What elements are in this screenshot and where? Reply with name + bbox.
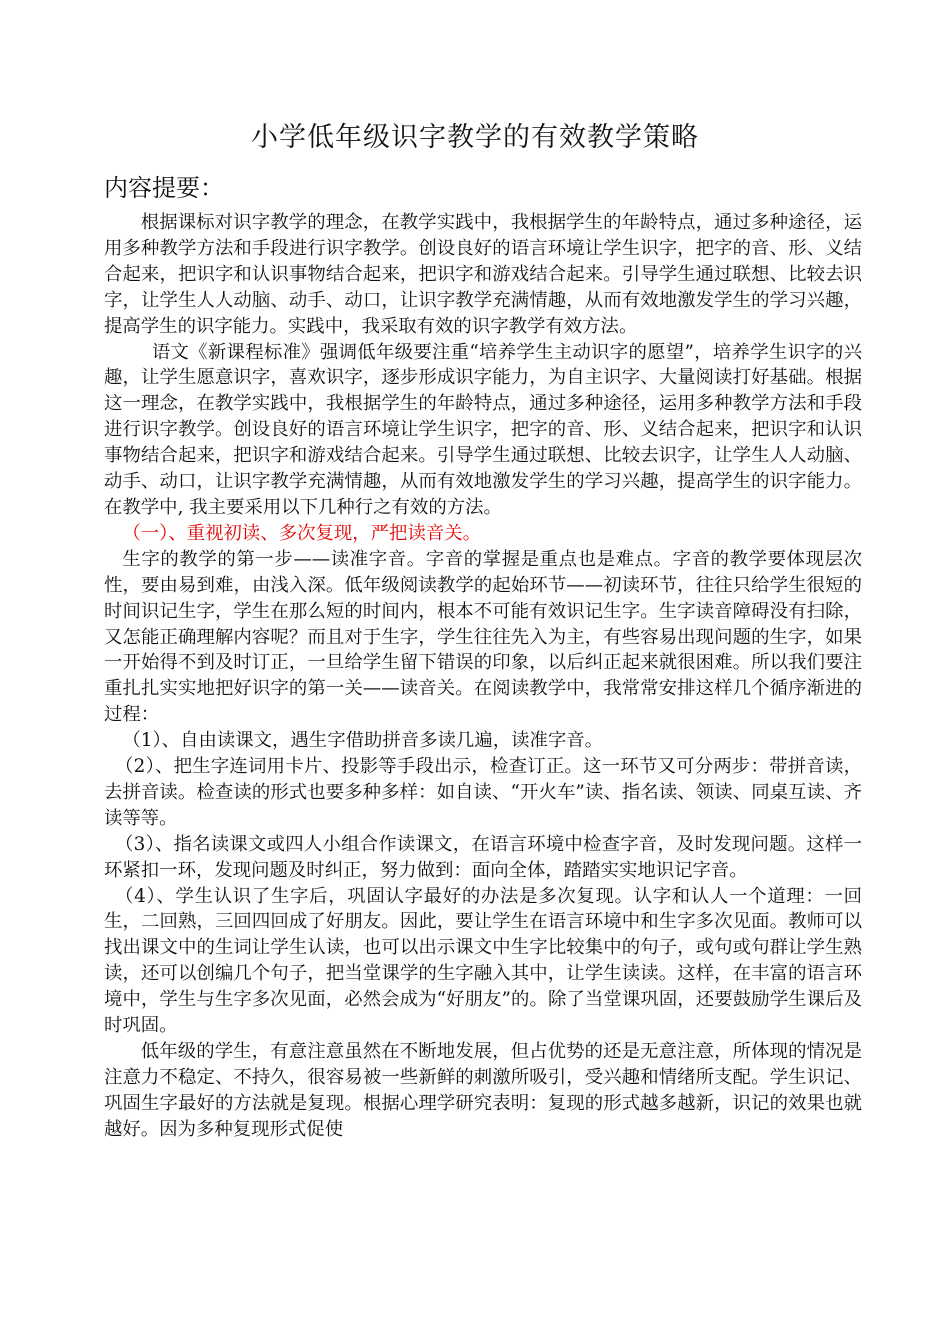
list-item-step-1: （1）、自由读课文，遇生字借助拼音多读几遍，读准字音。 bbox=[122, 730, 604, 752]
list-item-step-2: （2）、把生字连词用卡片、投影等手段出示，检查订正。这一环节又可分两步：带拼音读，去拼音读。检查读的形式也要多种多样：如自读、“开火车”读、指名读、领读、同桌互读、齐读等等。 bbox=[104, 756, 862, 829]
section-heading-one: （一）、重视初读、多次复现，严把读音关。 bbox=[122, 522, 482, 544]
document-body bbox=[104, 210, 880, 1143]
paragraph-curriculum: 语文《新课程标准》强调低年级要注重“培养学生主动识字的愿望”，培养学生识字的兴趣，让学生愿意识字，喜欢识字，逐步形成识字能力，为自主识字、大量阅读打好基础。根据这一理念，在教学实践中，我根据学生的年龄特点，通过多种途径，运用多种教学方法和手段进行识字教学。创设良好的语言环境让学生识字，把字的音、形、义结合起来，把识字和认识事物结合起来，把识字和游戏结合起来。引导学生通过联想、比较去识字，让学生人人动脑、动手、动口，让识字教学充满情趣，从而有效地激发学生的学习兴趣，提高学生的识字能力。 在教学中, 我主要采用以下几种行之有效的方法。 bbox=[104, 341, 880, 518]
list-item-step-3: （3）、指名读课文或四人小组合作读课文，在语言环境中检查字音，及时发现问题。这样一环紧扣一环，发现问题及时纠正，努力做到：面向全体，踏踏实实地识记字音。 bbox=[104, 833, 862, 881]
list-item-step-4: （4）、学生认识了生字后，巩固认字最好的办法是多次复现。认字和认人一个道理：一回生，二回熟，三回四回成了好朋友。因此，要让学生在语言环境中和生字多次见面。教师可以找出课文中的生词让学生认读，也可以出示课文中生字比较集中的句子，或句或句群让学生熟读，还可以创编几个句子，把当堂课学的生字融入其中，让学生读读。这样，在丰富的语言环境中，学生与生字多次见面，必然会成为“好朋友”的。除了当堂课巩固，还要鼓励学生课后及时巩固。 bbox=[104, 885, 862, 1037]
paragraph-abstract: 根据课标对识字教学的理念，在教学实践中，我根据学生的年龄特点，通过多种途径，运用多种教学方法和手段进行识字教学。创设良好的语言环境让学生识字，把字的音、形、义结合起来，把识字和认识事物结合起来，把识字和游戏结合起来。引导学生通过联想、比较去识字，让学生人人动脑、动手、动口，让识字教学充满情趣，从而有效地激发学生的学习兴趣，提高学生的识字能力。实践中，我采取有效的识字教学有效方法。 bbox=[104, 212, 862, 337]
document-title: 小学低年级识字教学的有效教学策略 bbox=[251, 122, 699, 153]
paragraph-attention: 低年级的学生，有意注意虽然在不断地发展，但占优势的还是无意注意，所体现的情况是注意力不稳定、不持久，很容易被一些新鲜的刺激所吸引，受兴趣和情绪所支配。学生识记、巩固生字最好的方法就是复现。根据心理学研究表明：复现的形式越多越新，识记的效果也就越好。因为多种复现形式促使 bbox=[104, 1041, 862, 1140]
paragraph-pronunciation: 生字的教学的第一步——读准字音。字音的掌握是重点也是难点。字音的教学要体现层次性，要由易到难，由浅入深。低年级阅读教学的起始环节——初读环节，往往只给学生很短的时间识记生字，学生在那么短的时间内，根本不可能有效识记生字。生字读音障碍没有扫除，又怎能正确理解内容呢？而且对于生字，学生往往先入为主，有些容易出现问题的生字，如果一开始得不到及时订正，一旦给学生留下错误的印象，以后纠正起来就很困难。所以我们要注重扎扎实实地把好识字的第一关——读音关。在阅读教学中，我常常安排这样几个循序渐进的过程： bbox=[104, 548, 862, 726]
abstract-heading: 内容提要： bbox=[104, 174, 224, 202]
